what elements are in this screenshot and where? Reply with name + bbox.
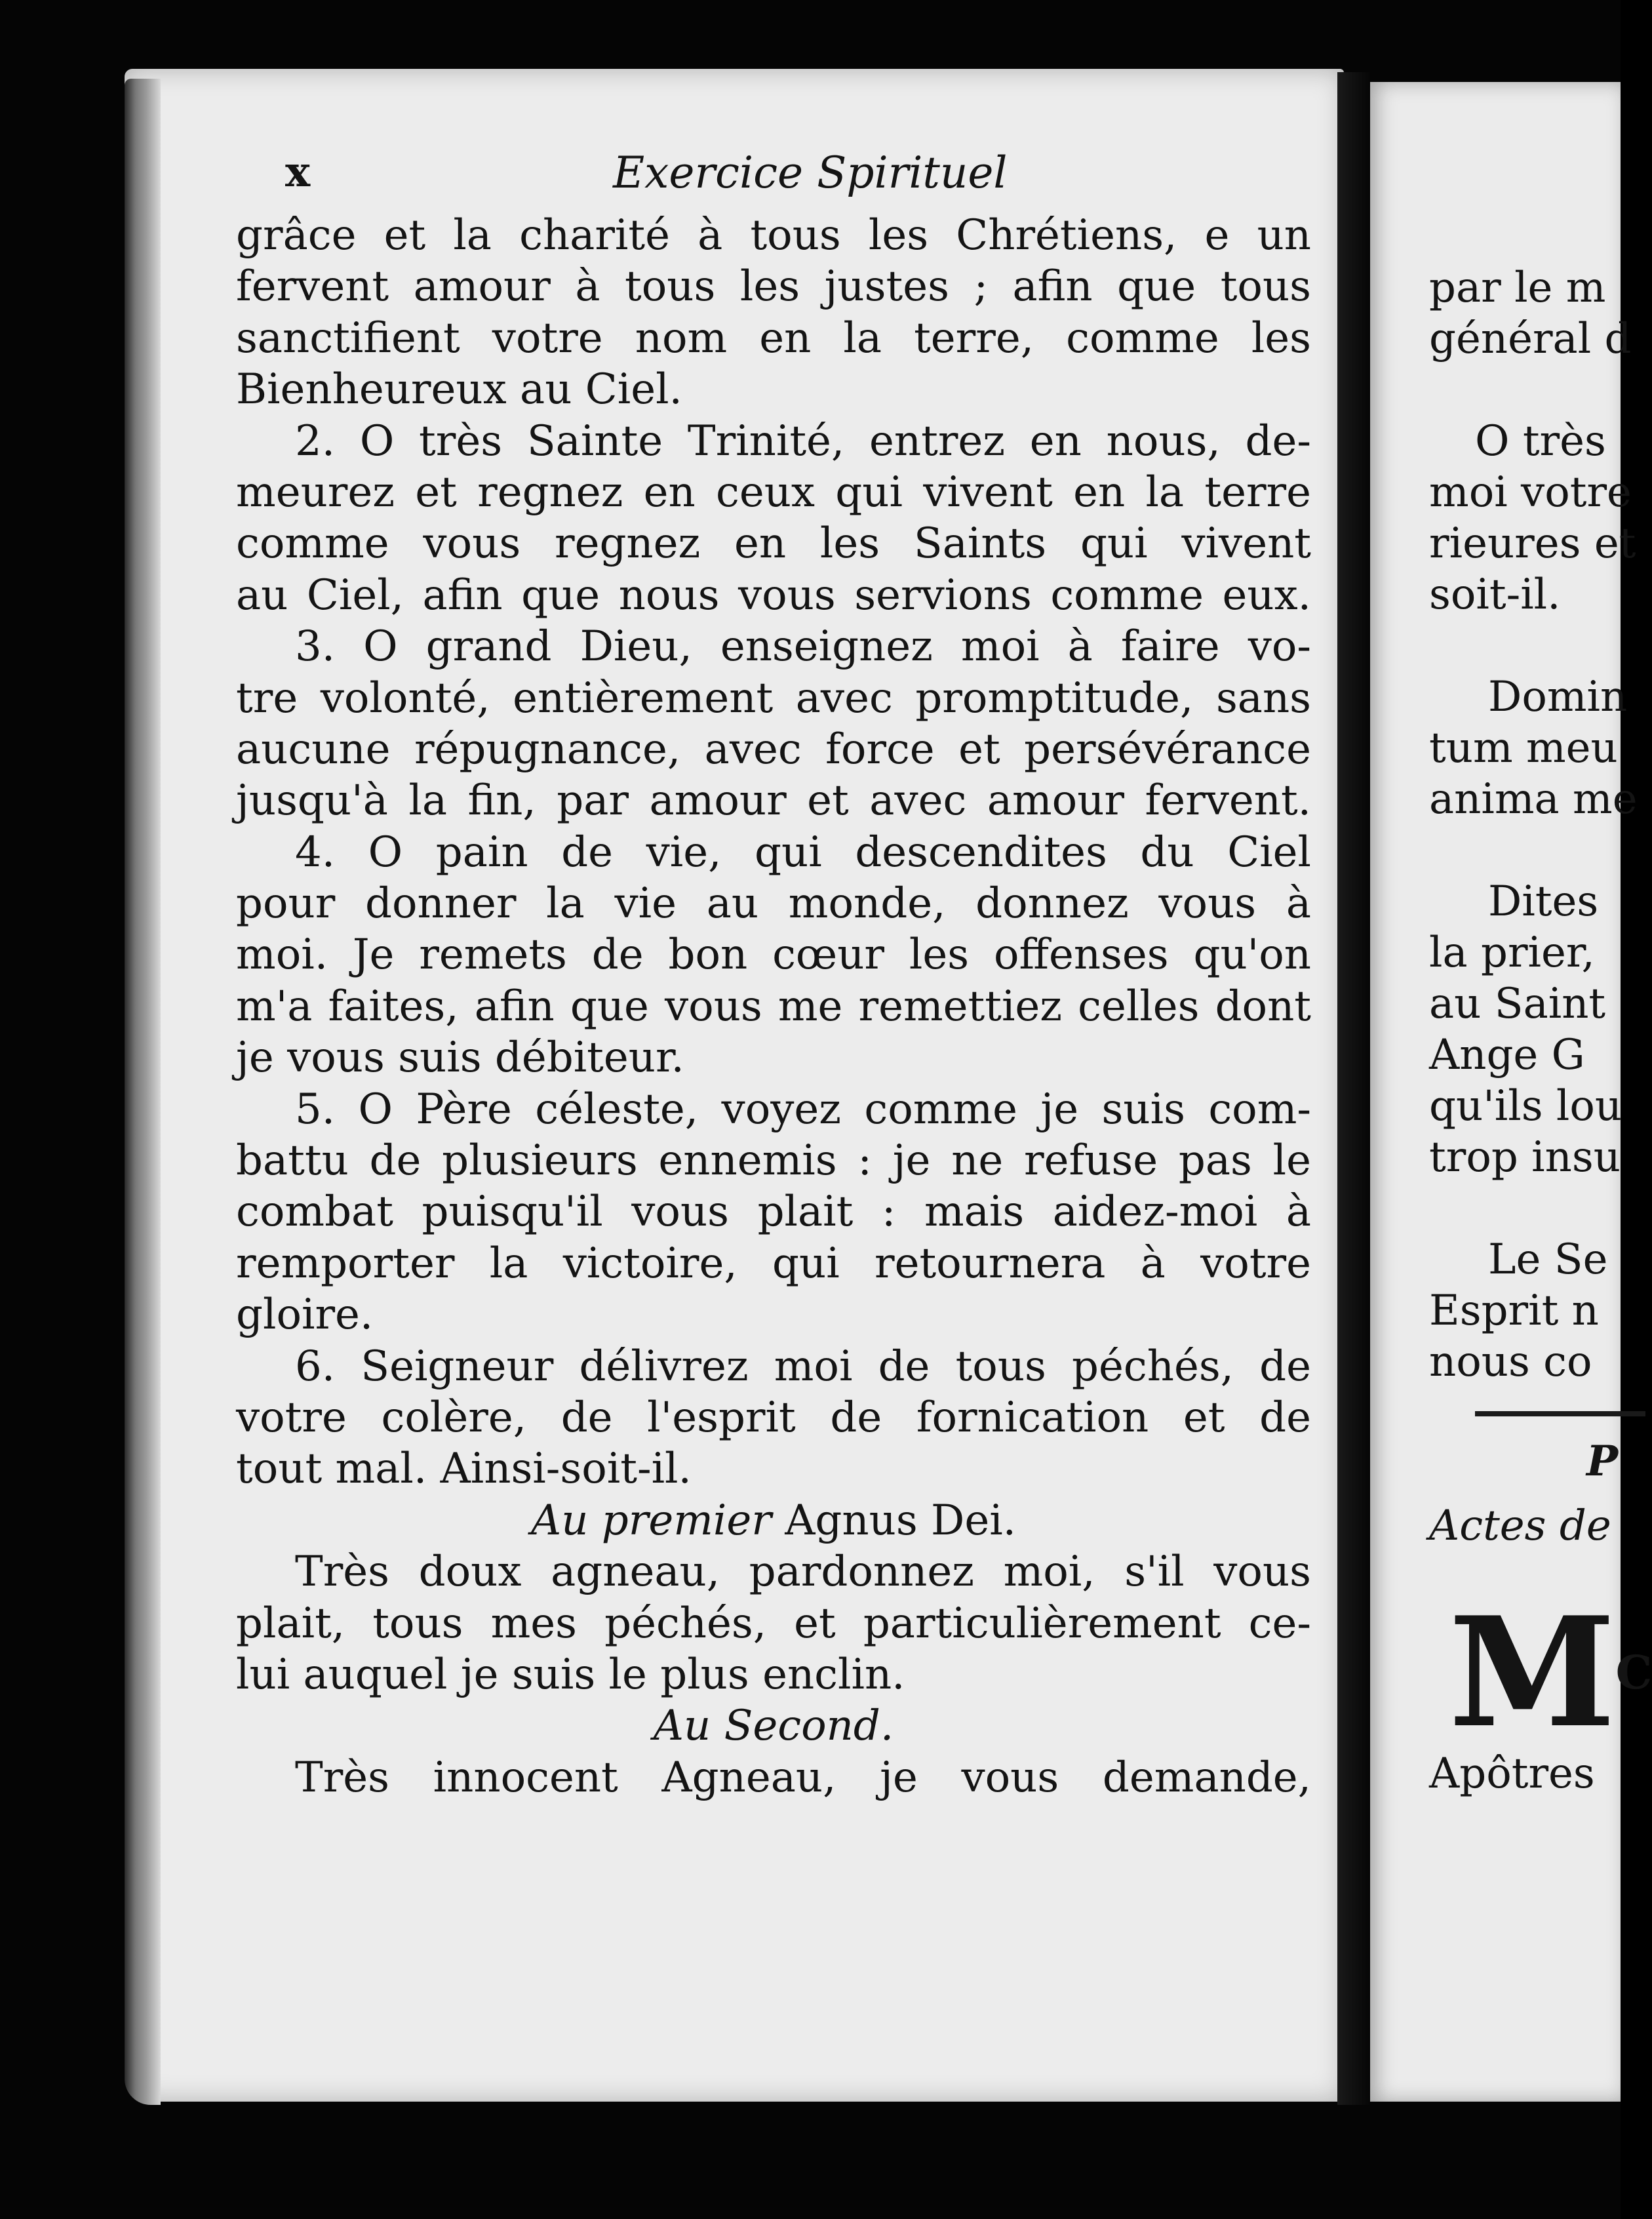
horizontal-rule	[1475, 1411, 1645, 1416]
text-line: O très	[1475, 417, 1606, 466]
text-line: Très doux agneau, pardonnez moi, s'il vous	[295, 1548, 1311, 1597]
text-line: général d	[1429, 315, 1632, 363]
text-line: fervent amour à tous les justes ; afin que tous	[236, 262, 1311, 311]
running-head	[285, 148, 1321, 207]
text-line: m'a faites, afin que vous me remettiez celles dont	[236, 982, 1311, 1031]
book-gutter	[1337, 72, 1370, 2105]
text-line: anima me	[1429, 775, 1638, 824]
heading-plain: Agnus Dei.	[785, 1496, 1016, 1545]
text-line: pour donner la vie au monde, donnez vous à	[236, 879, 1311, 929]
text-line: au Saint	[1429, 980, 1606, 1028]
text-line: Très innocent Agneau, je vous demande,	[295, 1753, 1311, 1802]
text-line: Ange G	[1429, 1031, 1585, 1079]
left-page-edge	[125, 79, 161, 2105]
right-page-body	[1429, 262, 1652, 1799]
spacer	[1429, 1183, 1626, 1234]
text-line: qu'ils lou	[1429, 1082, 1622, 1130]
text-line: tout mal. Ainsi-soit-il.	[236, 1445, 692, 1494]
text-line: grâce et la charité à tous les Chrétiens, e un	[236, 211, 1311, 260]
text-line: comme vous regnez en les Saints qui vivent	[236, 519, 1311, 569]
text-line: Apôtres	[1429, 1749, 1595, 1798]
text-line: Dites	[1488, 877, 1599, 926]
section-heading-agnus-dei	[236, 1495, 1311, 1546]
text-line: 3. O grand Dieu, enseignez moi à faire vo-	[295, 622, 1311, 671]
drop-cap-letter: M	[1449, 1584, 1616, 1761]
drop-cap	[1429, 1584, 1652, 1761]
text-line: 6. Seigneur délivrez moi de tous péchés, de	[295, 1342, 1311, 1391]
text-line: tre volonté, entièrement avec promptitude, sans	[236, 673, 1311, 723]
text-line: je vous suis débiteur.	[236, 1033, 684, 1083]
text-line: moi votre	[1429, 468, 1632, 517]
text-line: gloire.	[236, 1290, 374, 1340]
drop-cap-sup: C	[1615, 1645, 1652, 1700]
text-line: par le m	[1429, 264, 1606, 312]
spacer	[1429, 365, 1626, 416]
text-line: remporter la victoire, qui retournera à votre	[236, 1239, 1311, 1288]
text-line: Actes de	[1429, 1502, 1611, 1550]
text-line: meurez et regnez en ceux qui vivent en la terre	[236, 468, 1311, 517]
left-page-body	[236, 210, 1311, 1803]
text-line: aucune répugnance, avec force et persévérance	[236, 725, 1311, 774]
heading-italic: Au premier	[531, 1496, 772, 1545]
text-line: tum meu	[1429, 724, 1618, 772]
text-line: votre colère, de l'esprit de fornication et de	[236, 1393, 1311, 1442]
spacer	[1429, 620, 1626, 671]
text-line: Esprit n	[1429, 1287, 1599, 1335]
page-number: x	[285, 148, 311, 197]
text-line: la prier,	[1429, 929, 1595, 977]
text-line: combat puisqu'il vous plait : mais aidez-moi à	[236, 1188, 1311, 1237]
text-line: Domin	[1488, 673, 1628, 721]
text-line: moi. Je remets de bon cœur les offenses qu'on	[236, 930, 1311, 980]
text-line: jusqu'à la fin, par amour et avec amour fervent.	[236, 776, 1311, 826]
text-line: 4. O pain de vie, qui descendites du Ciel	[295, 828, 1311, 877]
text-line: Bienheureux au Ciel.	[236, 365, 682, 414]
text-line: 5. O Père céleste, voyez comme je suis com-	[295, 1085, 1311, 1134]
text-line: sanctifient votre nom en la terre, comme les	[236, 313, 1311, 363]
text-line: Le Se	[1488, 1235, 1608, 1284]
spacer	[1429, 825, 1626, 876]
text-line: soit-il.	[1429, 570, 1561, 619]
text-line: plait, tous mes péchés, et particulièrement ce-	[236, 1599, 1311, 1648]
text-line: au Ciel, afin que nous vous servions comme eux.	[236, 570, 1311, 620]
text-line: trop insu	[1429, 1133, 1621, 1182]
text-line: rieures et	[1429, 519, 1636, 568]
running-title: Exercice Spirituel	[613, 148, 1008, 198]
text-line: 2. O très Sainte Trinité, entrez en nous, de-	[295, 416, 1311, 466]
heading-letter: P	[1586, 1437, 1619, 1486]
text-line: nous co	[1429, 1338, 1592, 1386]
text-line: lui auquel je suis le plus enclin.	[236, 1650, 905, 1699]
text-line: battu de plusieurs ennemis : je ne refuse pas le	[236, 1136, 1311, 1186]
section-heading-au-second: Au Second.	[653, 1702, 894, 1751]
